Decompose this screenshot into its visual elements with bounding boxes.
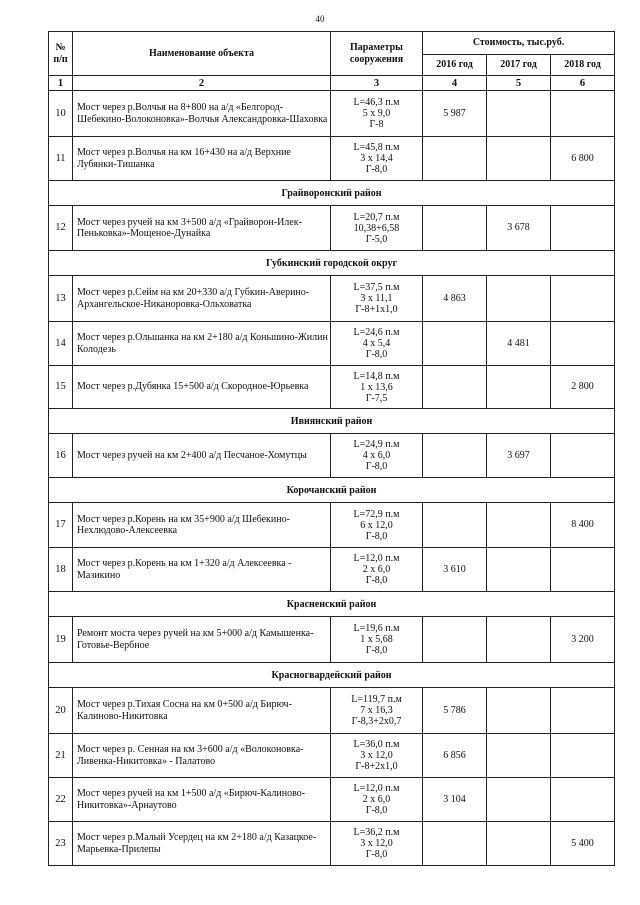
param-line: L=20,7 п.м	[353, 211, 400, 223]
structure-params	[331, 617, 423, 663]
object-name: Мост через р.Ольшанка на км 2+180 а/д Коньшино-Жилин Колодезь	[73, 322, 331, 366]
col-number: 2	[73, 76, 331, 91]
structure-params	[331, 503, 423, 548]
object-name: Мост через р.Малый Усердец на км 2+180 а/д Казацкое-Марьевка-Прилепы	[73, 822, 331, 866]
col-number: 6	[551, 76, 615, 91]
param-line: Г-8,0	[365, 164, 388, 175]
section-title: Красногвардейский район	[49, 663, 615, 688]
row-number: 11	[49, 137, 73, 181]
structure-params	[331, 778, 423, 822]
param-line: 2 х 6,0	[362, 794, 391, 805]
table-row	[49, 91, 615, 137]
param-line: L=45,8 п.м	[353, 142, 400, 153]
param-line: Г-8+2х1,0	[355, 761, 398, 772]
structure-params	[331, 276, 423, 322]
cost-2017	[487, 688, 551, 734]
param-line: 3 х 11,1	[360, 293, 393, 304]
header-year-2016: 2016 год	[423, 55, 487, 76]
col-number: 3	[331, 76, 423, 91]
param-line: 3 х 14,4	[360, 153, 393, 164]
header-cost: Стоимость, тыс.руб.	[423, 32, 615, 55]
object-name: Мост через ручей на км 2+400 а/д Песчаное-Хомутцы	[73, 434, 331, 478]
param-line: L=19,6 п.м	[353, 623, 400, 634]
param-line: L=24,9 п.м	[353, 439, 400, 450]
object-name: Мост через р. Сенная на км 3+600 а/д «Волоконовка-Ливенка-Никитовка» - Палатово	[73, 734, 331, 778]
param-line: L=14,8 п.м	[353, 370, 400, 382]
cost-2017: 3 678	[487, 206, 551, 251]
param-line: 1 х 5,68	[360, 634, 393, 645]
row-number: 21	[49, 734, 73, 778]
param-line: 1 х 13,6	[360, 381, 393, 393]
header-params: Параметры сооружения	[331, 32, 423, 76]
cost-2017	[487, 548, 551, 592]
section-title: Корочанский район	[49, 478, 615, 503]
cost-2018: 2 800	[551, 366, 615, 409]
cost-2017: 3 697	[487, 434, 551, 478]
param-line: 2 х 6,0	[362, 564, 391, 575]
cost-2016: 4 863	[423, 276, 487, 322]
section-row	[49, 663, 615, 688]
cost-2016: 3 104	[423, 778, 487, 822]
param-line: L=24,6 п.м	[353, 327, 400, 338]
table-row	[49, 137, 615, 181]
object-name: Мост через р.Корень на км 1+320 а/д Алексеевка - Мазикино	[73, 548, 331, 592]
cost-2018	[551, 778, 615, 822]
structure-params	[331, 322, 423, 366]
param-line: Г-8,3+2х0,7	[351, 716, 402, 727]
cost-2017	[487, 617, 551, 663]
table-row	[49, 548, 615, 592]
cost-2018	[551, 276, 615, 322]
cost-2016	[423, 434, 487, 478]
cost-2016: 5 786	[423, 688, 487, 734]
param-line: L=72,9 п.м	[353, 508, 400, 520]
cost-2017	[487, 822, 551, 866]
cost-2016	[423, 503, 487, 548]
row-number: 16	[49, 434, 73, 478]
section-row	[49, 592, 615, 617]
header-year-2017: 2017 год	[487, 55, 551, 76]
cost-2016: 3 610	[423, 548, 487, 592]
cost-2018: 8 400	[551, 503, 615, 548]
row-number: 13	[49, 276, 73, 322]
table-row	[49, 366, 615, 409]
structure-params	[331, 366, 423, 409]
cost-2018: 5 400	[551, 822, 615, 866]
structure-params	[331, 688, 423, 734]
table-row	[49, 734, 615, 778]
object-name: Мост через ручей на км 1+500 а/д «Бирюч-Калиново-Никитовка»-Арнаутово	[73, 778, 331, 822]
object-name: Мост через р.Волчья на км 16+430 на а/д Верхние Лубянки-Тишанка	[73, 137, 331, 181]
table-row	[49, 434, 615, 478]
section-row	[49, 181, 615, 206]
row-number: 19	[49, 617, 73, 663]
row-number: 20	[49, 688, 73, 734]
object-name: Мост через р.Дубянка 15+500 а/д Скородное-Юрьевка	[73, 366, 331, 409]
cost-2017	[487, 91, 551, 137]
object-name: Мост через р.Сейм на км 20+330 а/д Губкин-Аверино-Архангельское-Никаноровка-Ольховатка	[73, 276, 331, 322]
cost-2018	[551, 434, 615, 478]
table-row	[49, 822, 615, 866]
param-line: Г-8,0	[365, 575, 388, 586]
object-name: Мост через р.Тихая Сосна на км 0+500 а/д Бирюч-Калиново-Никитовка	[73, 688, 331, 734]
row-number: 10	[49, 91, 73, 137]
row-number: 18	[49, 548, 73, 592]
cost-2016	[423, 366, 487, 409]
cost-2016	[423, 206, 487, 251]
cost-2016: 5 987	[423, 91, 487, 137]
cost-2016	[423, 617, 487, 663]
object-name: Мост через р.Корень на км 35+900 а/д Шебекино-Нехлюдово-Алексеевка	[73, 503, 331, 548]
param-line: 3 х 12,0	[360, 838, 393, 849]
section-title: Ивнянский район	[49, 409, 615, 434]
structure-params	[331, 91, 423, 137]
param-line: L=36,2 п.м	[353, 827, 400, 838]
param-line: L=46,3 п.м	[353, 97, 400, 108]
table-row	[49, 276, 615, 322]
param-line: L=36,0 п.м	[353, 739, 400, 750]
col-number: 4	[423, 76, 487, 91]
cost-2018	[551, 548, 615, 592]
object-name: Мост через ручей на км 3+500 а/д «Грайворон-Илек-Пеньковка»-Мощеное-Дунайка	[73, 206, 331, 251]
param-line: 7 х 16,3	[360, 705, 393, 716]
section-title: Красненский район	[49, 592, 615, 617]
table-row	[49, 206, 615, 251]
cost-2018	[551, 206, 615, 251]
param-line: 10,38+6,58	[353, 222, 400, 234]
cost-2016	[423, 137, 487, 181]
table-row	[49, 503, 615, 548]
cost-2017	[487, 778, 551, 822]
cost-2017	[487, 137, 551, 181]
section-row	[49, 478, 615, 503]
param-line: Г-8,0	[365, 461, 388, 472]
section-row	[49, 251, 615, 276]
structure-params	[331, 137, 423, 181]
param-line: Г-8,0	[365, 645, 388, 656]
param-line: 6 х 12,0	[360, 519, 393, 531]
param-line: L=12,0 п.м	[353, 553, 400, 564]
param-line: Г-8,0	[365, 849, 388, 860]
param-line: 4 х 6,0	[362, 450, 391, 461]
param-line: L=37,5 п.м	[353, 282, 400, 293]
structure-params	[331, 206, 423, 251]
cost-2018	[551, 734, 615, 778]
col-number: 1	[49, 76, 73, 91]
object-name: Ремонт моста через ручей на км 5+000 а/д Камышенка-Готовье-Вербное	[73, 617, 331, 663]
param-line: 3 х 12,0	[360, 750, 393, 761]
structure-params	[331, 434, 423, 478]
row-number: 23	[49, 822, 73, 866]
table-row	[49, 688, 615, 734]
table-row	[49, 322, 615, 366]
row-number: 14	[49, 322, 73, 366]
cost-2018: 3 200	[551, 617, 615, 663]
table-row	[49, 778, 615, 822]
cost-2017	[487, 276, 551, 322]
param-line: 4 х 5,4	[362, 338, 391, 349]
cost-2017: 4 481	[487, 322, 551, 366]
header-num: № п/п	[49, 32, 73, 76]
cost-2017	[487, 366, 551, 409]
header-year-2018: 2018 год	[551, 55, 615, 76]
section-row	[49, 409, 615, 434]
param-line: Г-8+1х1,0	[355, 304, 398, 315]
structure-params	[331, 822, 423, 866]
param-line: Г-8	[369, 119, 384, 130]
table-row	[49, 617, 615, 663]
cost-2018	[551, 322, 615, 366]
col-number: 5	[487, 76, 551, 91]
param-line: Г-8,0	[365, 530, 388, 542]
structure-params	[331, 734, 423, 778]
bridge-repair-table	[48, 31, 615, 866]
param-line: Г-5,0	[365, 233, 388, 245]
row-number: 22	[49, 778, 73, 822]
param-line: 5 х 9,0	[362, 108, 391, 119]
cost-2017	[487, 503, 551, 548]
object-name: Мост через р.Волчья на 8+800 на а/д «Белгород-Шебекино-Волоконовка»-Волчья Александровка-Шаховка	[73, 91, 331, 137]
section-title: Губкинский городской округ	[49, 251, 615, 276]
cost-2018	[551, 91, 615, 137]
structure-params	[331, 548, 423, 592]
row-number: 12	[49, 206, 73, 251]
param-line: Г-7,5	[365, 392, 388, 404]
row-number: 15	[49, 366, 73, 409]
page-number: 40	[315, 14, 325, 24]
table-body	[49, 91, 615, 866]
cost-2016	[423, 322, 487, 366]
section-title: Грайворонский район	[49, 181, 615, 206]
row-number: 17	[49, 503, 73, 548]
header-name: Наименование объекта	[73, 32, 331, 76]
cost-2016: 6 856	[423, 734, 487, 778]
cost-2016	[423, 822, 487, 866]
cost-2017	[487, 734, 551, 778]
param-line: Г-8,0	[365, 805, 388, 816]
cost-2018: 6 800	[551, 137, 615, 181]
param-line: L=12,0 п.м	[353, 783, 400, 794]
cost-2018	[551, 688, 615, 734]
param-line: L=119,7 п.м	[351, 694, 402, 705]
param-line: Г-8,0	[365, 349, 388, 360]
